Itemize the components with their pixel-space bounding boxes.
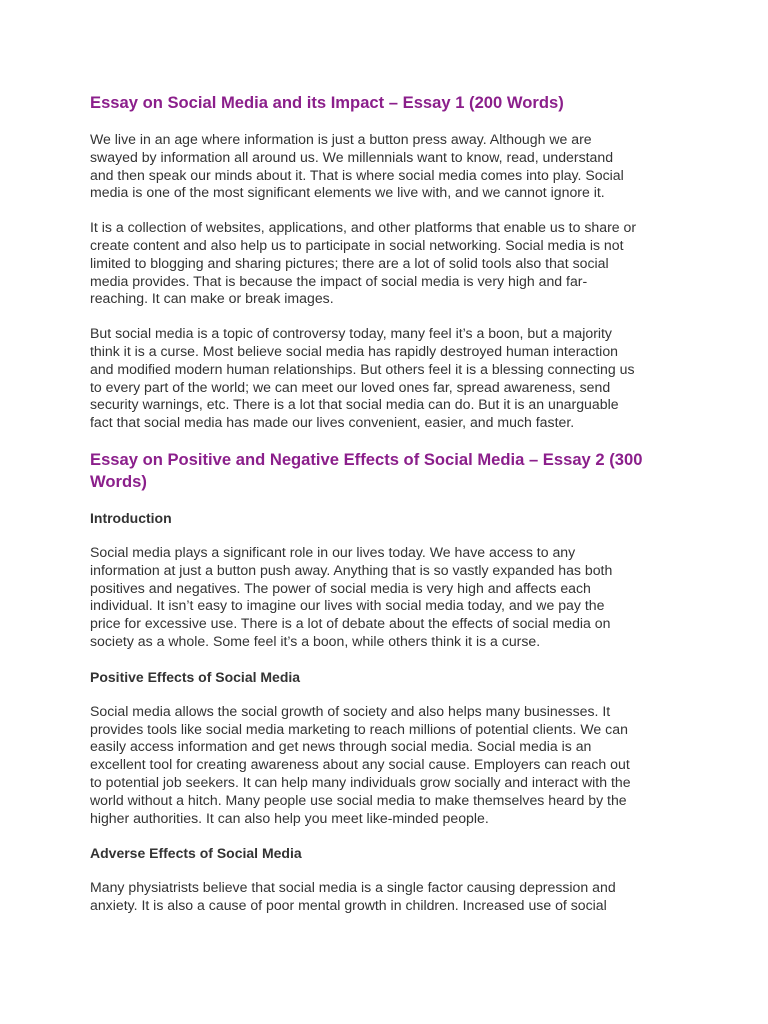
text-line: We live in an age where information is just a button press away. Although we are [90, 131, 592, 147]
text-line: price for excessive use. There is a lot of debate about the effects of social media on [90, 615, 611, 632]
essay-1-paragraph-1 [90, 131, 690, 202]
introduction-paragraph [90, 544, 690, 651]
adverse-effects-subheading: Adverse Effects of Social Media [90, 845, 302, 862]
text-line: media provides. That is because the impact of social media is very high and far- [90, 272, 588, 289]
text-line: and modified modern human relationships. But others feel it is a blessing connecting us [90, 360, 635, 377]
text-line: to every part of the world; we can meet our loved ones far, spread awareness, send [90, 378, 611, 395]
text-line: provides tools like social media marketing to reach millions of potential clients. We can [90, 720, 628, 737]
positive-effects-paragraph [90, 703, 690, 828]
text-line: think it is a curse. Most believe social media has rapidly destroyed human interaction [90, 342, 618, 359]
introduction-subheading: Introduction [90, 509, 172, 526]
essay-1-paragraph-2 [90, 219, 690, 308]
text-line: Social media allows the social growth of society and also helps many businesses. It [90, 702, 611, 719]
text-line: limited to blogging and sharing pictures; there are a lot of solid tools also that social [90, 254, 609, 271]
text-line: Social media plays a significant role in our lives today. We have access to any [90, 543, 576, 560]
text-line: easily access information and get news through social media. Social media is an [90, 738, 592, 755]
text-line: information at just a button push away. Anything that is so vastly expanded has both [90, 561, 613, 578]
text-line: world without a hitch. Many people use social media to make themselves heard by the [90, 791, 627, 808]
heading-line: Essay on Positive and Negative Effects of Social Media – Essay 2 (300 [90, 449, 643, 469]
text-line: fact that social media has made our lives convenient, easier, and much faster. [90, 414, 575, 431]
text-line: individual. It isn’t easy to imagine our lives with social media today, and we pay the [90, 597, 605, 614]
text-line: security warnings, etc. There is a lot that social media can do. But it is an unarguable [90, 396, 619, 413]
text-line: Many physiatrists believe that social media is a single factor causing depression and [90, 879, 616, 896]
text-line: It is a collection of websites, applications, and other platforms that enable us to share or [90, 219, 637, 236]
text-line: But social media is a topic of controversy today, many feel it’s a boon, but a majority [90, 325, 612, 342]
text-line: and then speak our minds about it. That is where social media comes into play. Social [90, 166, 624, 183]
essay-1-paragraph-3 [90, 325, 690, 432]
essay-1-heading: Essay on Social Media and its Impact – Essay 1 (200 Words) [90, 93, 564, 112]
text-line: anxiety. It is also a cause of poor mental growth in children. Increased use of social [90, 897, 607, 914]
text-line: reaching. It can make or break images. [90, 290, 334, 307]
text-line: swayed by information all around us. We millennials want to know, read, understand [90, 148, 614, 165]
document-page [90, 92, 690, 915]
positive-effects-subheading: Positive Effects of Social Media [90, 668, 301, 685]
adverse-effects-paragraph [90, 879, 690, 915]
text-line: excellent tool for creating awareness about any social cause. Employers can reach out [90, 756, 630, 773]
text-line: positives and negatives. The power of social media is very high and affects each [90, 579, 591, 596]
essay-2-heading [90, 449, 690, 493]
text-line: higher authorities. It can also help you meet like-minded people. [90, 809, 489, 826]
text-line: create content and also help us to participate in social networking. Social media is not [90, 236, 624, 253]
text-line: to potential job seekers. It can help many individuals grow socially and interact with the [90, 773, 631, 790]
heading-line: Words) [90, 471, 147, 491]
text-line: society as a whole. Some feel it’s a boon, while others think it is a curse. [90, 632, 541, 649]
text-line: media is one of the most significant elements we live with, and we cannot ignore it. [90, 184, 605, 201]
